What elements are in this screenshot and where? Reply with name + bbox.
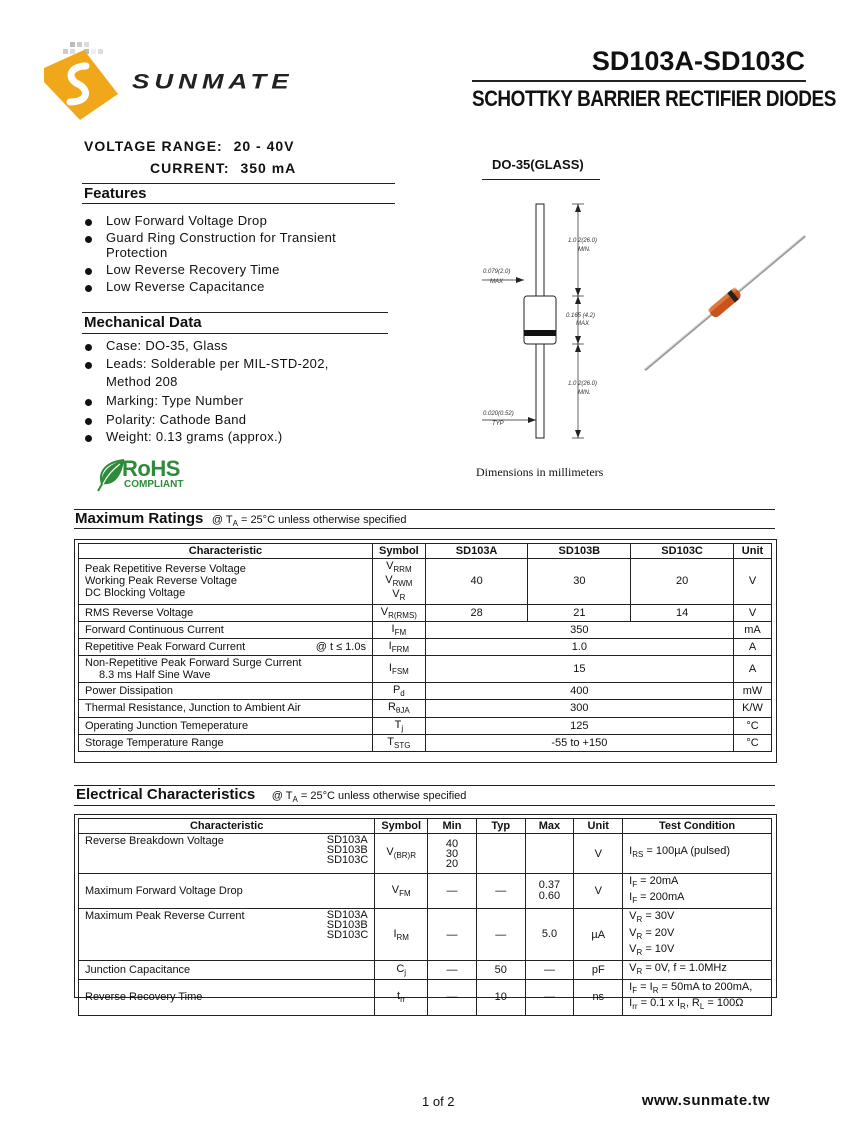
symbol-cell: [372, 700, 425, 717]
typ-cell: 10: [476, 980, 525, 1015]
list-item: Low Forward Voltage Drop: [82, 213, 402, 228]
characteristic-cell: [79, 960, 375, 979]
test-condition-cell: $V_R = 0V$, f = 1.0MHz: [623, 960, 772, 979]
unit-cell: V: [574, 834, 623, 874]
characteristic-text: Forward Continuous Current: [85, 623, 224, 636]
dim-lead-bot: 1.0 2(26.0): [568, 381, 598, 387]
characteristic-text: Power Dissipation: [85, 685, 174, 698]
table-row: [79, 980, 772, 1015]
table-row: [79, 638, 772, 655]
symbol: $V_{(BR)R}$: [386, 846, 416, 861]
characteristic-text: Working Peak Reverse Voltage: [85, 575, 238, 588]
dim-lead-dia: 0.020(0.52): [483, 411, 514, 417]
symbol: $V_{FM}$: [391, 884, 411, 899]
elec-table: [78, 818, 772, 1016]
value-cell: 1.0: [425, 638, 733, 655]
characteristic-cell: [79, 621, 373, 638]
characteristic-text: Thermal Resistance, Junction to Ambient Air: [85, 702, 301, 715]
value-cell: 15: [425, 656, 733, 683]
value-cell: 300: [425, 700, 733, 717]
symbol: $V_R$: [629, 910, 643, 925]
characteristic-cell: [79, 834, 375, 874]
unit-cell: mW: [733, 683, 771, 700]
col-header: SD103A: [425, 544, 528, 559]
table-row: [79, 604, 772, 621]
unit-cell: A: [733, 638, 771, 655]
brand-logo: [40, 38, 310, 128]
part-number-title: SD103A-SD103C: [591, 46, 805, 76]
unit-cell: µA: [574, 909, 623, 961]
value-cell: 400: [425, 683, 733, 700]
max-ratings-title: Maximum Ratings: [75, 510, 204, 527]
symbol: $C_j$: [396, 962, 407, 978]
table-row: [79, 700, 772, 717]
symbol: $R_{\theta JA}$: [387, 701, 410, 716]
typ-cell: —: [476, 909, 525, 961]
characteristic-cell: [79, 734, 373, 751]
symbol: $V_{RWM}$: [385, 574, 413, 589]
col-header: Characteristic: [79, 544, 373, 559]
characteristic-cell: [79, 909, 375, 961]
characteristic-text: Maximum Peak Reverse Current: [85, 910, 245, 923]
voltage-range: [84, 138, 295, 154]
symbol: $V_R$: [629, 942, 643, 957]
symbol: $V_R$: [629, 926, 643, 941]
symbol: $I_{FM}$: [391, 622, 407, 637]
col-header: Symbol: [372, 544, 425, 559]
test-condition-cell: $V_R = 30V$ $V_R = 20V$ $V_R = 10V$: [623, 909, 772, 961]
current-rating: [150, 160, 296, 176]
rohs-compliant: COMPLIANT: [124, 479, 184, 490]
list-item: Low Reverse Recovery Time: [82, 262, 402, 277]
value-cell: 30: [528, 559, 631, 605]
symbol-cell: [375, 909, 428, 961]
unit-cell: ns: [574, 980, 623, 1015]
list-item: Case: DO-35, Glass: [82, 338, 402, 353]
col-header: Test Condition: [623, 819, 772, 834]
value-cell: 14: [631, 604, 734, 621]
table-row: [79, 717, 772, 734]
list-item: Leads: Solderable per MIL-STD-202,: [82, 356, 402, 371]
typ-cell: —: [476, 874, 525, 909]
characteristic-text: 8.3 ms Half Sine Wave: [99, 669, 211, 682]
symbol: $I_{FRM}$: [388, 639, 410, 655]
dim-lead-bot-min: MIN.: [578, 390, 591, 396]
symbol-cell: [372, 638, 425, 655]
symbol: $I_F$: [629, 981, 638, 996]
max-cell: [525, 834, 574, 874]
dim-lead-dia-typ: TYP: [492, 421, 504, 427]
symbol: $I_{RS}$: [629, 845, 644, 860]
characteristic-cell: [79, 604, 373, 621]
list-item: Low Reverse Capacitance: [82, 279, 402, 294]
col-header: SD103C: [631, 544, 734, 559]
typ-cell: [476, 834, 525, 874]
current-label: CURRENT:: [150, 160, 230, 176]
table-row: [79, 734, 772, 751]
unit-cell: °C: [733, 717, 771, 734]
table-header-row: [79, 819, 772, 834]
min-cell: 40 30 20: [428, 834, 477, 874]
symbol: $I_F$: [629, 875, 638, 890]
mechanical-list: [82, 338, 402, 444]
characteristic-text: Operating Junction Temeperature: [85, 719, 249, 732]
max-ratings-heading: [75, 510, 406, 528]
list-item: Guard Ring Construction for Transient: [82, 230, 402, 245]
page-number: 1 of 2: [422, 1094, 455, 1109]
table-row: [79, 559, 772, 605]
diode-photo: [640, 230, 810, 375]
symbol: $t_{rr}$: [397, 990, 406, 1005]
symbol-cell: [375, 874, 428, 909]
symbol: $V_R$: [392, 588, 406, 603]
voltage-label: VOLTAGE RANGE:: [84, 138, 223, 154]
characteristic-cell: [79, 683, 373, 700]
min-cell: —: [428, 960, 477, 979]
dim-body-dia-max: MAX: [490, 279, 504, 285]
symbol-cell: [375, 980, 428, 1015]
part-list: SD103A SD103B SD103C: [326, 834, 369, 866]
unit-cell: V: [574, 874, 623, 909]
typ-cell: 50: [476, 960, 525, 979]
value-cell: 28: [425, 604, 528, 621]
table-row: [79, 909, 772, 961]
test-condition-cell: $I_{RS} = 100\mu A$ (pulsed): [623, 834, 772, 874]
product-subtitle: SCHOTTKY BARRIER RECTIFIER DIODES: [472, 86, 836, 111]
unit-cell: pF: [574, 960, 623, 979]
table-row: [79, 960, 772, 979]
features-title: Features: [84, 185, 147, 202]
elec-title: Electrical Characteristics: [76, 786, 256, 803]
max-cell: —: [525, 980, 574, 1015]
characteristic-text: Junction Capacitance: [85, 964, 191, 977]
characteristic-cell: [79, 638, 373, 655]
characteristic-cell: [79, 980, 375, 1015]
symbol: $V_{R(RMS)}$: [380, 605, 417, 620]
col-header: Unit: [574, 819, 623, 834]
value-cell: 21: [528, 604, 631, 621]
table-row: [79, 834, 772, 874]
col-header: Typ: [476, 819, 525, 834]
list-item: Polarity: Cathode Band: [82, 412, 402, 427]
symbol: $T_{STG}$: [387, 735, 411, 750]
col-header: Min: [428, 819, 477, 834]
col-header: Unit: [733, 544, 771, 559]
features-list: [82, 213, 402, 294]
min-cell: —: [428, 909, 477, 961]
max-ratings-condition: @ $T_A = 25^\circ C$ unless otherwise specified: [211, 514, 407, 529]
part-list: SD103A SD103B SD103C: [326, 909, 369, 942]
max-cell: 5.0: [525, 909, 574, 961]
table-row: [79, 874, 772, 909]
table-row: [79, 621, 772, 638]
test-condition-cell: $I_F = I_R = 50mA$ to 200mA, $I_{rr} = 0.1$ x $I_R$, $R_L = 100\Omega$: [623, 980, 772, 1015]
symbol-cell: [372, 683, 425, 700]
footer-url[interactable]: www.sunmate.tw: [641, 1092, 770, 1109]
elec-heading: [76, 786, 466, 804]
condition-text: @ t ≤ 1.0s: [315, 641, 366, 654]
symbol: $I_{RM}$: [393, 927, 409, 942]
value-cell: -55 to +150: [425, 734, 733, 751]
col-header: Characteristic: [79, 819, 375, 834]
characteristic-text: Peak Repetitive Reverse Voltage: [85, 563, 246, 576]
characteristic-text: Storage Temperature Range: [85, 736, 224, 749]
characteristic-text: Non-Repetitive Peak Forward Surge Current: [85, 657, 302, 670]
col-header: SD103B: [528, 544, 631, 559]
symbol-cell: [372, 559, 425, 605]
test-condition-cell: $I_F = 20mA$ $I_F = 200mA$: [623, 874, 772, 909]
max-ratings-table: [78, 543, 772, 752]
characteristic-text: Reverse Breakdown Voltage: [85, 835, 224, 847]
characteristic-cell: [79, 717, 373, 734]
value-cell: 20: [631, 559, 734, 605]
col-header: Max: [525, 819, 574, 834]
value-cell: 125: [425, 717, 733, 734]
characteristic-text: Repetitive Peak Forward Current @ t ≤ 1.0s: [85, 641, 366, 654]
list-item: Weight: 0.13 grams (approx.): [82, 429, 402, 444]
elec-condition: @ $T_A = 25^\circ C$ unless otherwise specified: [271, 790, 467, 805]
min-cell: —: [428, 980, 477, 1015]
unit-cell: °C: [733, 734, 771, 751]
characteristic-cell: [79, 700, 373, 717]
value-cell: 350: [425, 621, 733, 638]
table-row: [79, 683, 772, 700]
max-cell: 0.37 0.60: [525, 874, 574, 909]
brand-wordmark: SUNMATE: [132, 69, 294, 94]
col-header: Symbol: [375, 819, 428, 834]
table-row: [79, 656, 772, 683]
characteristic-cell: [79, 559, 373, 605]
package-outline-drawing: [476, 196, 616, 446]
list-item-continued: Method 208: [106, 374, 178, 389]
symbol: $I_{FSM}$: [388, 662, 409, 677]
characteristic-text: Reverse Recovery Time: [85, 991, 203, 1004]
dim-body-len-max: MAX: [576, 321, 590, 327]
characteristic-cell: [79, 656, 373, 683]
characteristic-text: DC Blocking Voltage: [85, 587, 186, 600]
symbol: $I_{rr}$: [629, 997, 638, 1012]
characteristic-cell: [79, 874, 375, 909]
characteristic-text: Maximum Forward Voltage Drop: [85, 885, 243, 898]
mechanical-title: Mechanical Data: [84, 314, 202, 331]
current-value: 350 mA: [240, 160, 297, 176]
dim-body-dia: 0.079(2.0): [483, 269, 511, 275]
unit-cell: K/W: [733, 700, 771, 717]
unit-cell: V: [733, 604, 771, 621]
symbol: $V_R$: [629, 961, 643, 977]
table-header-row: [79, 544, 772, 559]
voltage-value: 20 - 40V: [233, 138, 295, 154]
symbol-cell: [375, 834, 428, 874]
symbol: $V_{RRM}$: [386, 560, 412, 575]
dim-body-len: 0.165 (4.2): [566, 313, 596, 319]
list-item-continued: Protection: [106, 245, 168, 260]
rohs-badge: [96, 458, 206, 494]
characteristic-text: RMS Reverse Voltage: [85, 606, 194, 619]
dim-lead-top: 1.0 2(26.0): [568, 238, 598, 244]
unit-cell: A: [733, 656, 771, 683]
unit-cell: V: [733, 559, 771, 605]
max-cell: —: [525, 960, 574, 979]
symbol: $P_d$: [392, 684, 405, 699]
symbol-cell: [372, 717, 425, 734]
symbol-cell: [372, 656, 425, 683]
dims-note: Dimensions in millimeters: [476, 465, 604, 479]
header-rule: [472, 80, 806, 82]
min-cell: —: [428, 874, 477, 909]
list-item: Marking: Type Number: [82, 393, 402, 408]
unit-cell: mA: [733, 621, 771, 638]
symbol-cell: [372, 734, 425, 751]
dim-lead-top-min: MIN.: [578, 247, 591, 253]
symbol-cell: [372, 621, 425, 638]
rohs-text: RoHS: [122, 456, 180, 481]
value-cell: 40: [425, 559, 528, 605]
symbol: $I_F$: [629, 891, 638, 906]
package-name: DO-35(GLASS): [492, 157, 584, 172]
symbol-cell: [372, 604, 425, 621]
symbol: $T_j$: [394, 718, 404, 733]
symbol-cell: [375, 960, 428, 979]
